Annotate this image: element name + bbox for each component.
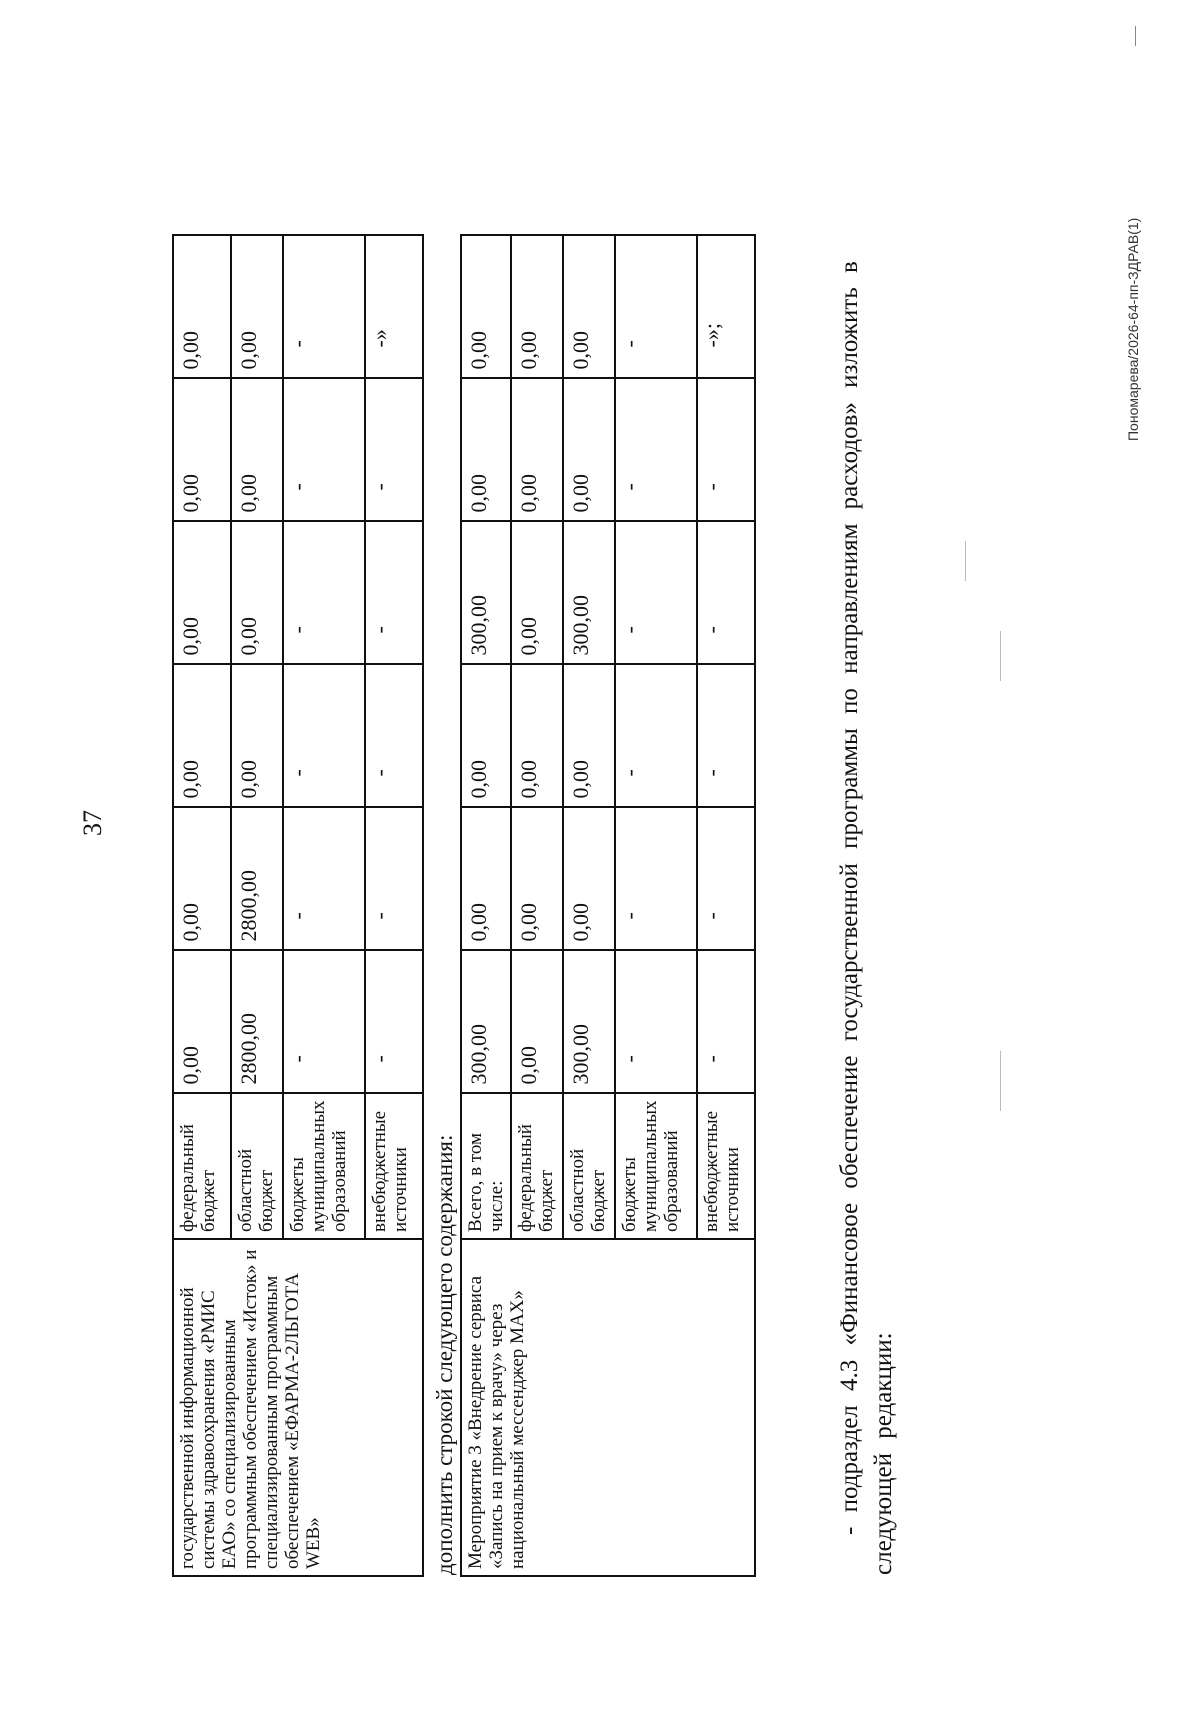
page-number: 37: [78, 810, 107, 836]
add-row-instruction: дополнить строкой следующего содержания:: [432, 1134, 457, 1575]
value-cell: -»: [365, 235, 423, 378]
value-cell: -: [615, 807, 697, 950]
value-cell: -: [283, 378, 365, 521]
value-cell: -: [365, 807, 423, 950]
value-cell: -: [615, 664, 697, 807]
value-cell: 0,00: [511, 950, 563, 1093]
source-label: внебюджетные источники: [697, 1093, 755, 1239]
funding-table-2: [460, 234, 756, 1577]
source-label: бюджеты муниципальных образований: [615, 1093, 697, 1239]
value-cell: 0,00: [173, 378, 231, 521]
value-cell: 0,00: [173, 235, 231, 378]
source-label: федеральный бюджет: [511, 1093, 563, 1239]
value-cell: -: [697, 378, 755, 521]
paragraph-text: - подраздел 4.3 «Финансовое обеспечение государственной программы по направлениям расходов» изложить в следующей редакции:: [836, 261, 897, 1575]
value-cell: 0,00: [563, 664, 615, 807]
value-cell: 0,00: [173, 807, 231, 950]
value-cell: -: [615, 521, 697, 664]
value-cell: 0,00: [563, 378, 615, 521]
value-cell: -: [697, 521, 755, 664]
source-label: областной бюджет: [231, 1093, 283, 1239]
value-cell: 0,00: [173, 521, 231, 664]
source-label: Всего, в том числе:: [461, 1093, 511, 1239]
value-cell: -: [615, 378, 697, 521]
value-cell: -: [283, 664, 365, 807]
source-label: внебюджетные источники: [365, 1093, 423, 1239]
event-description: Мероприятие 3 «Внедрение сервиса «Запись на прием к врачу» через национальный мессенджер MAX»: [461, 1239, 755, 1576]
value-cell: -: [283, 235, 365, 378]
source-label: федеральный бюджет: [173, 1093, 231, 1239]
value-cell: 0,00: [231, 378, 283, 521]
scan-artifact: [1000, 631, 1001, 681]
value-cell: 0,00: [511, 378, 563, 521]
value-cell: -: [697, 950, 755, 1093]
value-cell: -: [697, 807, 755, 950]
value-cell: 2800,00: [231, 950, 283, 1093]
value-cell: -: [615, 950, 697, 1093]
value-cell: 0,00: [511, 807, 563, 950]
value-cell: 300,00: [461, 950, 511, 1093]
value-cell: -: [365, 950, 423, 1093]
value-cell: 0,00: [231, 235, 283, 378]
event-description: государственной информационной системы здравоохранения «РМИС ЕАО» со специализированным программным обеспечением «Исток» и специализированным программным обеспечением «ЕФАРМА-2ЛЬГОТА WEB»: [173, 1239, 423, 1576]
value-cell: 0,00: [173, 950, 231, 1093]
value-cell: 0,00: [511, 664, 563, 807]
footer-reference: Пономарева/2026-64-пп-ЗДРАВ(1): [1125, 217, 1141, 441]
value-cell: -: [615, 235, 697, 378]
value-cell: -»;: [697, 235, 755, 378]
value-cell: -: [697, 664, 755, 807]
value-cell: -: [283, 521, 365, 664]
value-cell: 0,00: [461, 664, 511, 807]
source-label: областной бюджет: [563, 1093, 615, 1239]
value-cell: 0,00: [563, 235, 615, 378]
value-cell: -: [365, 378, 423, 521]
subsection-paragraph: [833, 155, 901, 1575]
value-cell: 300,00: [461, 521, 511, 664]
value-cell: -: [365, 521, 423, 664]
value-cell: 2800,00: [231, 807, 283, 950]
value-cell: 0,00: [231, 521, 283, 664]
value-cell: 0,00: [461, 378, 511, 521]
scan-artifact: [1000, 1051, 1001, 1111]
funding-table-1: [172, 234, 424, 1577]
scan-artifact: [965, 541, 966, 581]
value-cell: 300,00: [563, 950, 615, 1093]
value-cell: 0,00: [173, 664, 231, 807]
value-cell: 0,00: [461, 235, 511, 378]
value-cell: 300,00: [563, 521, 615, 664]
value-cell: 0,00: [563, 807, 615, 950]
value-cell: -: [283, 950, 365, 1093]
source-label: бюджеты муниципальных образований: [283, 1093, 365, 1239]
value-cell: -: [365, 664, 423, 807]
value-cell: 0,00: [461, 807, 511, 950]
value-cell: 0,00: [511, 235, 563, 378]
footer-mark: [1135, 26, 1136, 46]
value-cell: 0,00: [511, 521, 563, 664]
value-cell: -: [283, 807, 365, 950]
value-cell: 0,00: [231, 664, 283, 807]
